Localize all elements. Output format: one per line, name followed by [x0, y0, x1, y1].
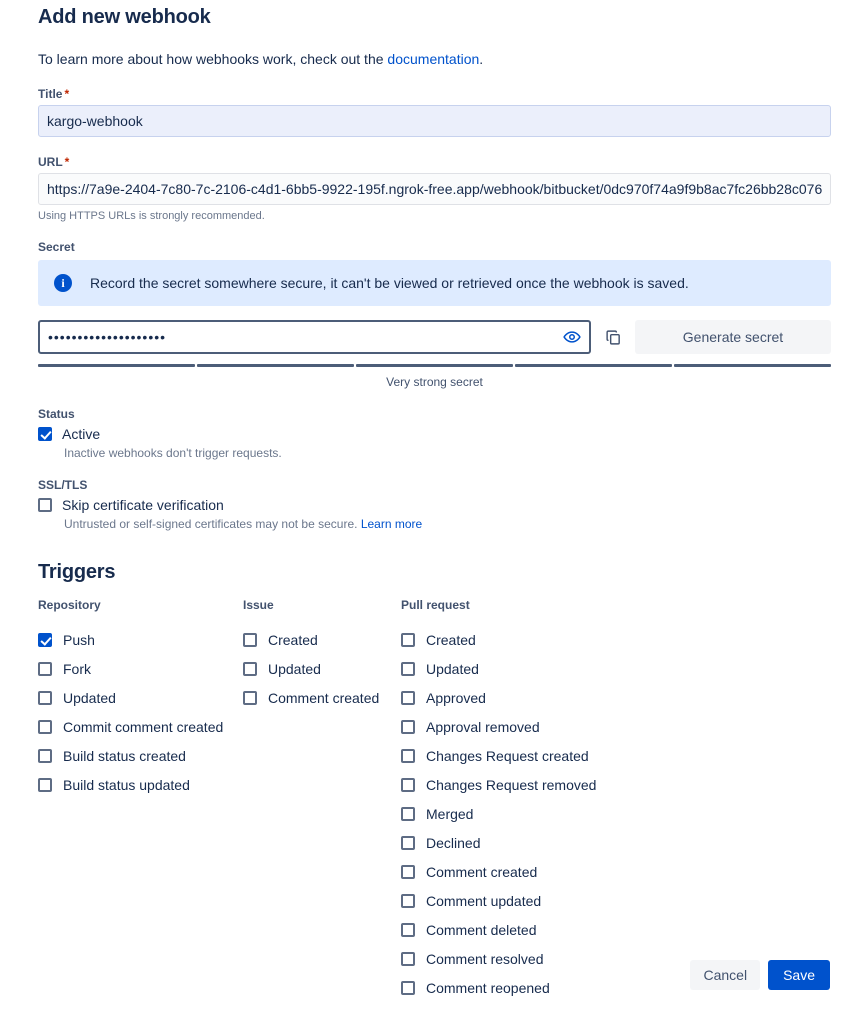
trigger-checkbox[interactable] — [243, 633, 257, 647]
ssl-label: SSL/TLS — [38, 478, 88, 492]
status-label: Status — [38, 407, 75, 421]
trigger-checkbox[interactable] — [401, 807, 415, 821]
trigger-repository-commit-comment-created[interactable] — [38, 712, 243, 741]
trigger-label: Comment created — [268, 689, 380, 706]
trigger-pr-changes-request-created[interactable] — [401, 741, 781, 770]
trigger-repository-updated[interactable] — [38, 683, 243, 712]
trigger-checkbox[interactable] — [401, 952, 415, 966]
strength-bar — [356, 364, 513, 367]
secret-field-label: Secret — [38, 240, 75, 254]
trigger-checkbox[interactable] — [401, 923, 415, 937]
secret-input[interactable] — [38, 320, 591, 354]
trigger-label: Updated — [63, 689, 116, 706]
trigger-checkbox[interactable] — [401, 865, 415, 879]
trigger-repository-build-status-updated[interactable] — [38, 770, 243, 799]
trigger-label: Build status updated — [63, 776, 190, 793]
title-field-label — [38, 87, 830, 101]
trigger-pr-updated[interactable] — [401, 654, 781, 683]
trigger-label: Merged — [426, 805, 474, 822]
skip-cert-checkbox[interactable] — [38, 498, 52, 512]
trigger-checkbox[interactable] — [401, 720, 415, 734]
cancel-button[interactable]: Cancel — [690, 960, 760, 990]
url-label-text: URL — [38, 155, 63, 169]
secret-row — [38, 320, 831, 354]
trigger-checkbox[interactable] — [38, 691, 52, 705]
strength-bar — [515, 364, 672, 367]
trigger-checkbox[interactable] — [38, 720, 52, 734]
title-label-text: Title — [38, 87, 63, 101]
trigger-column-title: Issue — [243, 598, 274, 612]
title-input[interactable] — [38, 105, 831, 137]
trigger-checkbox[interactable] — [401, 749, 415, 763]
trigger-label: Changes Request created — [426, 747, 589, 764]
form-footer — [690, 960, 830, 990]
trigger-checkbox[interactable] — [243, 662, 257, 676]
trigger-column-pull-request — [401, 598, 781, 1002]
trigger-issue-created[interactable] — [243, 625, 401, 654]
skip-cert-help-prefix: Untrusted or self-signed certificates may not be secure. — [64, 517, 361, 531]
trigger-label: Approved — [426, 689, 486, 706]
trigger-issue-comment-created[interactable] — [243, 683, 401, 712]
intro-prefix: To learn more about how webhooks work, check out the — [38, 51, 388, 67]
secret-input-wrap — [38, 320, 591, 354]
trigger-column-title: Pull request — [401, 598, 470, 612]
trigger-label: Comment created — [426, 863, 538, 880]
skip-cert-help-text — [64, 517, 830, 531]
trigger-label: Declined — [426, 834, 481, 851]
intro-suffix: . — [479, 51, 484, 67]
trigger-checkbox[interactable] — [401, 778, 415, 792]
trigger-label: Build status created — [63, 747, 186, 764]
trigger-label: Approval removed — [426, 718, 540, 735]
trigger-label: Comment reopened — [426, 979, 550, 996]
required-marker: * — [64, 87, 70, 101]
trigger-label: Updated — [426, 660, 479, 677]
secret-info-text: Record the secret somewhere secure, it can't be viewed or retrieved once the webhook is saved. — [90, 275, 689, 291]
trigger-checkbox[interactable] — [401, 836, 415, 850]
trigger-checkbox[interactable] — [401, 894, 415, 908]
trigger-column-title: Repository — [38, 598, 101, 612]
trigger-label: Push — [63, 631, 95, 648]
trigger-label: Changes Request removed — [426, 776, 597, 793]
active-checkbox[interactable] — [38, 427, 52, 441]
url-input[interactable] — [38, 173, 831, 205]
trigger-pr-comment-updated[interactable] — [401, 886, 781, 915]
trigger-checkbox[interactable] — [243, 691, 257, 705]
trigger-checkbox[interactable] — [38, 778, 52, 792]
trigger-pr-merged[interactable] — [401, 799, 781, 828]
trigger-label: Fork — [63, 660, 91, 677]
page-title: Add new webhook — [38, 6, 211, 28]
documentation-link[interactable]: documentation — [387, 51, 480, 67]
trigger-pr-declined[interactable] — [401, 828, 781, 857]
learn-more-link[interactable]: Learn more — [360, 517, 423, 531]
trigger-label: Comment updated — [426, 892, 542, 909]
secret-strength — [38, 364, 831, 389]
trigger-pr-approved[interactable] — [401, 683, 781, 712]
trigger-checkbox[interactable] — [401, 981, 415, 995]
trigger-label: Comment deleted — [426, 921, 537, 938]
trigger-repository-build-status-created[interactable] — [38, 741, 243, 770]
trigger-checkbox[interactable] — [401, 662, 415, 676]
trigger-label: Created — [426, 631, 476, 648]
eye-icon[interactable] — [561, 326, 583, 348]
triggers-section — [38, 598, 830, 1002]
info-icon: i — [54, 274, 72, 292]
url-field-label — [38, 155, 830, 169]
trigger-pr-changes-request-removed[interactable] — [401, 770, 781, 799]
trigger-checkbox[interactable] — [38, 662, 52, 676]
trigger-repository-fork[interactable] — [38, 654, 243, 683]
strength-bar — [38, 364, 195, 367]
strength-bar — [674, 364, 831, 367]
trigger-label: Updated — [268, 660, 321, 677]
strength-bar — [197, 364, 354, 367]
trigger-repository-push[interactable] — [38, 625, 243, 654]
trigger-pr-approval-removed[interactable] — [401, 712, 781, 741]
trigger-label: Comment resolved — [426, 950, 544, 967]
skip-cert-row[interactable] — [38, 496, 830, 514]
active-label: Active — [62, 426, 101, 442]
trigger-label: Created — [268, 631, 318, 648]
trigger-pr-created[interactable] — [401, 625, 781, 654]
copy-icon[interactable] — [599, 320, 627, 354]
triggers-heading: Triggers — [38, 561, 116, 583]
status-active-row[interactable] — [38, 425, 830, 443]
intro-text — [38, 49, 830, 69]
generate-secret-button[interactable]: Generate secret — [635, 320, 831, 354]
skip-cert-label: Skip certificate verification — [62, 497, 224, 513]
trigger-checkbox[interactable] — [401, 633, 415, 647]
secret-info-banner — [38, 260, 831, 306]
trigger-pr-comment-created[interactable] — [401, 857, 781, 886]
strength-bars — [38, 364, 831, 367]
active-help-text: Inactive webhooks don't trigger requests. — [64, 446, 282, 460]
trigger-label: Commit comment created — [63, 718, 224, 735]
strength-label: Very strong secret — [386, 375, 483, 389]
save-button[interactable]: Save — [768, 960, 830, 990]
trigger-checkbox[interactable] — [401, 691, 415, 705]
trigger-pr-comment-deleted[interactable] — [401, 915, 781, 944]
required-marker: * — [64, 155, 70, 169]
trigger-checkbox[interactable] — [38, 633, 52, 647]
url-help-text: Using HTTPS URLs is strongly recommended. — [38, 210, 265, 222]
trigger-checkbox[interactable] — [38, 749, 52, 763]
trigger-issue-updated[interactable] — [243, 654, 401, 683]
trigger-column-repository — [38, 598, 243, 1002]
trigger-column-issue — [243, 598, 401, 1002]
